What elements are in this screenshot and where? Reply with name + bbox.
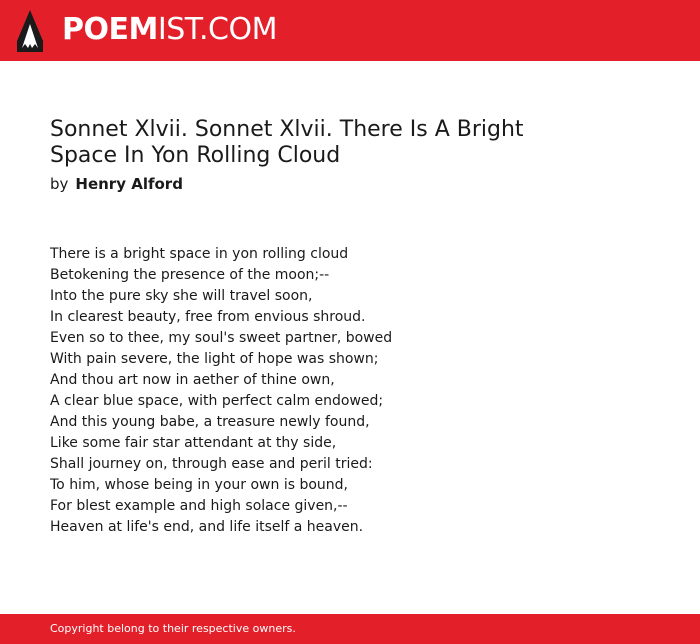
poem-byline — [50, 174, 183, 194]
poem-line: There is a bright space in yon rolling cloud — [50, 246, 349, 262]
author-name: Henry Alford — [75, 175, 183, 193]
pencil-tip-icon — [17, 10, 43, 52]
poem-line: Shall journey on, through ease and peril tried: — [50, 456, 373, 472]
logo-text-bold: POEM — [62, 12, 158, 47]
poem-line: To him, whose being in your own is bound, — [50, 477, 348, 493]
poem-line: With pain severe, the light of hope was shown; — [50, 351, 379, 367]
poem-line: Heaven at life's end, and life itself a heaven. — [50, 519, 364, 535]
poem-line: In clearest beauty, free from envious shroud. — [50, 309, 366, 325]
poem-line: And thou art now in aether of thine own, — [50, 372, 335, 388]
poem-line: And this young babe, a treasure newly found, — [50, 414, 370, 430]
copyright-text: Copyright belong to their respective owners. — [50, 622, 296, 635]
poem-line: Into the pure sky she will travel soon, — [50, 288, 313, 304]
site-footer — [0, 614, 700, 644]
poem-line: A clear blue space, with perfect calm endowed; — [50, 393, 384, 409]
poem-line: Even so to thee, my soul's sweet partner, bowed — [50, 330, 393, 346]
poem-line: For blest example and high solace given,-- — [50, 498, 348, 514]
site-header — [0, 0, 700, 61]
poem-line: Betokening the presence of the moon;-- — [50, 267, 330, 283]
poem-body — [50, 244, 650, 538]
poem-line: Like some fair star attendant at thy side, — [50, 435, 337, 451]
poem-title: Sonnet Xlvii. Sonnet Xlvii. There Is A Bright Space In Yon Rolling Cloud — [50, 117, 524, 168]
site-logo[interactable] — [62, 12, 277, 48]
logo-text-light: IST.COM — [157, 12, 277, 47]
by-label: by — [50, 175, 69, 193]
